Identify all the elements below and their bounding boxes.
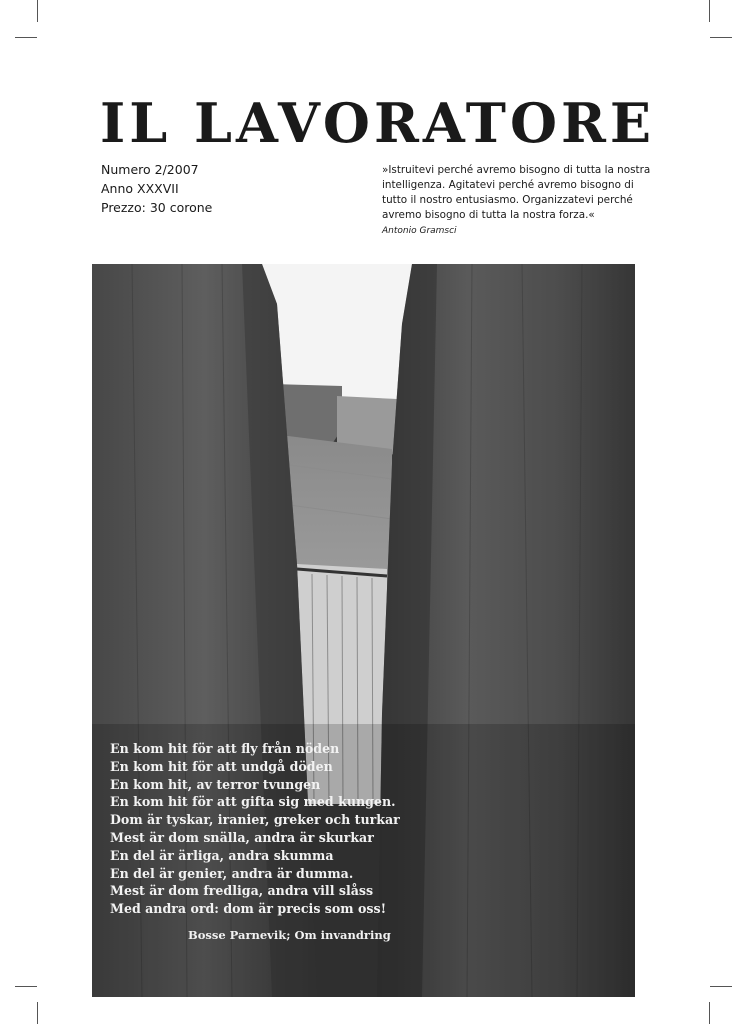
crop-mark — [709, 1002, 710, 1024]
poem — [110, 740, 410, 918]
issue-price: Prezzo: 30 corone — [101, 200, 213, 215]
crop-mark — [15, 986, 37, 987]
poem-line: En kom hit för att gifta sig med kungen. — [110, 794, 396, 810]
issue-year: Anno XXXVII — [101, 181, 179, 196]
poem-line: Dom är tyskar, iranier, greker och turkar — [110, 812, 400, 828]
poem-line: En del är genier, andra är dumma. — [110, 865, 354, 881]
crop-mark — [37, 1002, 38, 1024]
epigraph-author: Antonio Gramsci — [382, 226, 457, 236]
epigraph-text: »Istruitevi perché avremo bisogno di tutta la nostra intelligenza. Agitatevi perché avremo bisogno di tutto il nostro entusiasmo. Organizzatevi perché avremo bisogno di tutta la nostra forza.« — [382, 164, 651, 221]
poem-line: En kom hit, av terror tvungen — [110, 776, 321, 792]
poem-line: En kom hit för att fly från nöden — [110, 741, 340, 756]
poem-credit: Bosse Parnevik; Om invandring — [188, 928, 391, 942]
crop-mark — [710, 986, 732, 987]
poem-line: Med andra ord: dom är precis som oss! — [110, 901, 387, 917]
issue-info — [101, 160, 212, 217]
crop-mark — [37, 0, 38, 22]
issue-number: Numero 2/2007 — [101, 162, 199, 177]
poem-line: En kom hit för att undgå döden — [110, 758, 333, 774]
crop-mark — [709, 0, 710, 22]
crop-mark — [710, 37, 732, 38]
poem-line: Mest är dom snälla, andra är skurkar — [110, 829, 374, 845]
masthead-title: IL LAVORATORE — [100, 91, 656, 155]
poem-line: Mest är dom fredliga, andra vill slåss — [110, 883, 374, 899]
crop-mark — [15, 37, 37, 38]
poem-line: En del är ärliga, andra skumma — [110, 847, 334, 863]
epigraph — [382, 163, 652, 239]
